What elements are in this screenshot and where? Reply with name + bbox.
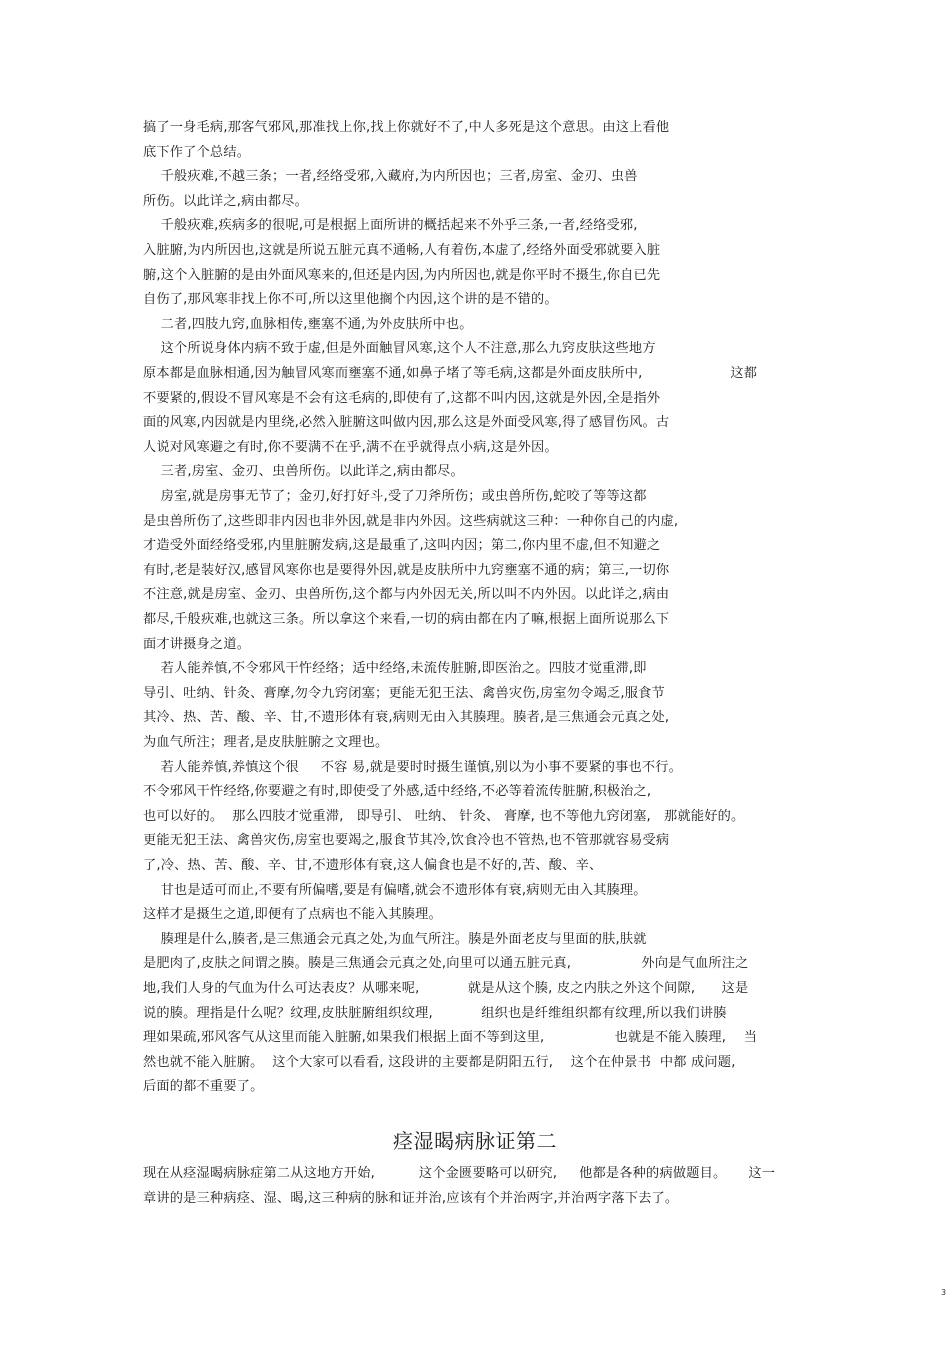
text-line: 说的腠。理指是什么呢？纹理,皮肤脏腑组织纹理, 组织也是纤维组织都有纹理,所以我们讲腠 bbox=[143, 1005, 727, 1021]
text-line: 才造受外面经络受邪,内里脏腑发病,这是最重了,这叫内因；第二,你内里不虚,但不知避之 bbox=[143, 538, 661, 554]
text-line: 也可以好的。 那么四肢才觉重滞, 即导引、 吐纳、 针灸、 膏摩, 也不等他九窍闭塞, 那就能好的。 bbox=[143, 808, 745, 824]
text-line: 然也就不能入脏腑。 这个大家可以看看, 这段讲的主要都是阴阳五行, 这个在仲景书 中都 成问题, bbox=[143, 1054, 736, 1070]
text-line: 导引、吐纳、针灸、膏摩,勿令九窍闭塞；更能无犯王法、禽兽灾伤,房室勿令竭乏,服食节 bbox=[143, 685, 665, 701]
text-line: 腠理是什么,腠者,是三焦通会元真之处,为血气所注。腠是外面老皮与里面的肤,肤就 bbox=[143, 931, 647, 947]
text-line: 后面的都不重要了。 bbox=[143, 1079, 264, 1095]
text-line: 理如果疏,邪风客气从这里而能入脏腑,如果我们根据上面不等到这里, 也就是不能入腠理, 当 bbox=[143, 1030, 758, 1046]
text-line: 若人能养慎,养慎这个很 不容 易,就是要时时摄生谨慎,别以为小事不要紧的事也不行。 bbox=[143, 759, 683, 775]
text-line: 人说对风寒避之有时,你不要满不在乎,满不在乎就得点小病,这是外因。 bbox=[143, 439, 558, 455]
text-line: 是肥肉了,皮肤之间谓之腠。腠是三焦通会元真之处,向里可以通五脏元真, 外向是气血所注之 bbox=[143, 956, 749, 972]
text-line: 面才讲摄身之道。 bbox=[143, 636, 251, 652]
text-line: 入脏腑,为内所因也,这就是所说五脏元真不通畅,人有着伤,本虚了,经络外面受邪就要入脏 bbox=[143, 243, 661, 258]
section-title: 痉湿暍病脉证第二 bbox=[393, 1129, 557, 1153]
text-line: 为血气所注；理者,是皮肤脏腑之文理也。 bbox=[143, 735, 389, 750]
text-line: 不要紧的,假设不冒风寒是不会有这毛病的,即使有了,这都不叫内因,这就是外因,全是指外 bbox=[143, 390, 661, 406]
text-line: 不注意,就是房室、金刃、虫兽所伤,这个都与内外因无关,所以叫不内外因。以此详之,病由 bbox=[143, 587, 670, 603]
text-line: 其冷、热、苦、酸、辛、甘,不遗形体有衰,病则无由入其腠理。腠者,是三焦通会元真之处, bbox=[143, 710, 670, 726]
text-line: 是虫兽所伤了,这些即非内因也非外因,就是非内外因。这些病就这三种：一种你自己的内虚, bbox=[143, 513, 679, 529]
text-line: 千般疢难,疾病多的很呢,可是根据上面所讲的概括起来不外乎三条,一者,经络受邪, bbox=[143, 218, 638, 234]
text-line: 有时,老是装好汉,感冒风寒你也是要得外因,就是皮肤所中九窍壅塞不通的病；第三,一切你 bbox=[143, 562, 670, 578]
text-line: 千般疢难,不越三条；一者,经络受邪,入藏府,为内所因也；三者,房室、金刃、虫兽 bbox=[143, 169, 638, 185]
text-line: 地,我们人身的气血为什么可达表皮？从哪来呢, 就是从这个腠, 皮之内肤之外这个间隙, 这是 bbox=[143, 981, 749, 996]
text-line: 底下作了个总结。 bbox=[143, 144, 251, 160]
text-line: 章讲的是三种病痉、湿、暍,这三种病的脉和证并治,应该有个并治两字,并治两字落下去了。 bbox=[143, 1190, 679, 1206]
text-line: 更能无犯王法、禽兽灾伤,房室也要竭之,服食节其冷,饮食冷也不管热,也不管那就容易受病 bbox=[143, 833, 670, 849]
page-number: 3 bbox=[941, 1288, 947, 1297]
text-line: 现在从痉湿暍病脉症第二从这地方开始, 这个金匮要略可以研究, 他都是各种的病做题目。 这一 bbox=[143, 1166, 776, 1181]
text-line: 房室,就是房事无节了；金刃,好打好斗,受了刀斧所伤；或虫兽所伤,蛇咬了等等这都 bbox=[143, 489, 647, 504]
text-line: 三者,房室、金刃、虫兽所伤。以此详之,病由都尽。 bbox=[143, 464, 464, 480]
text-line: 搞了一身毛病,那客气邪风,那准找上你,找上你就好不了,中人多死是这个意思。由这上看他 bbox=[143, 120, 670, 135]
text-line: 自伤了,那风寒非找上你不可,所以这里他搁个内因,这个讲的是不错的。 bbox=[143, 292, 558, 308]
text-line: 若人能养慎,不令邪风干忤经络；适中经络,未流传脏腑,即医治之。四肢才觉重滞,即 bbox=[143, 661, 647, 677]
text-line: 都尽,千般疢难,也就这三条。所以拿这个来看,一切的病由都在内了嘛,根据上面所说那么下 bbox=[143, 612, 670, 627]
text-line: 腑,这个入脏腑的是由外面风寒来的,但还是内因,为内所因也,就是你平时不摄生,你自已先 bbox=[143, 267, 661, 283]
text-line: 了,冷、热、苦、酸、辛、甘,不遗形体有衰,这人偏食也是不好的,苦、酸、辛、 bbox=[143, 858, 603, 873]
text-line: 二者,四肢九窍,血脉相传,壅塞不通,为外皮肤所中也。 bbox=[143, 316, 473, 332]
text-line: 这个所说身体内病不致于虚,但是外面触冒风寒,这个人不注意,那么九窍皮肤这些地方 bbox=[143, 341, 656, 357]
text-line: 面的风寒,内因就是内里绕,必然入脏腑这叫做内因,那么这是外面受风寒,得了感冒伤风。古 bbox=[143, 415, 670, 431]
text-line: 甘也是适可而止,不要有所偏嗜,要是有偏嗜,就会不遗形体有衰,病则无由入其腠理。 bbox=[143, 882, 647, 898]
text-line: 不令邪风干忤经络,你要避之有时,即使受了外感,适中经络,不必等着流传脏腑,积极治之, bbox=[143, 784, 652, 800]
text-line: 所伤。以此详之,病由都尽。 bbox=[143, 193, 309, 209]
text-line: 原本都是血脉相通,因为触冒风寒而壅塞不通,如鼻子堵了等毛病,这都是外面皮肤所中, 这都 bbox=[143, 366, 758, 381]
text-line: 这样才是摄生之道,即便有了点病也不能入其腠理。 bbox=[143, 907, 442, 923]
